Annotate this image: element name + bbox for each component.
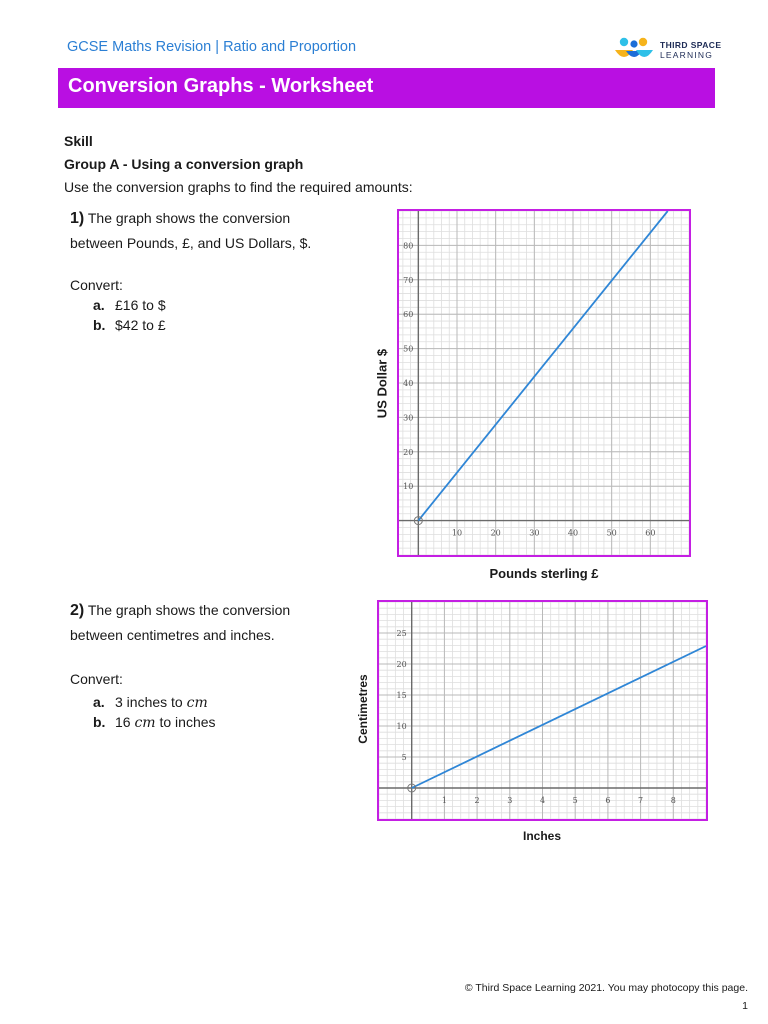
question-2-line2: between centimetres and inches. xyxy=(70,627,275,643)
x-tick-label: 50 xyxy=(606,528,617,538)
part-math: cm xyxy=(134,715,156,731)
page-title: Conversion Graphs - Worksheet xyxy=(68,75,374,97)
x-tick-label: 1 xyxy=(441,796,447,805)
part-letter: b. xyxy=(93,317,106,333)
y-tick-label: 70 xyxy=(403,275,414,285)
logo-line2: LEARNING xyxy=(660,50,714,60)
part-text: £16 to $ xyxy=(115,297,166,313)
part-letter: a. xyxy=(93,297,105,313)
x-tick-label: 4 xyxy=(539,796,546,805)
chart-inches-centimetres xyxy=(379,602,706,819)
graph-pounds-dollars xyxy=(397,209,691,557)
y-tick-label: 30 xyxy=(403,413,414,423)
chart-2-xlabel: Inches xyxy=(522,829,561,843)
chart-2-ylabel: Centimetres xyxy=(356,674,370,744)
part-letter: b. xyxy=(93,714,106,730)
x-tick-label: 30 xyxy=(529,528,540,538)
part-letter: a. xyxy=(93,694,105,710)
third-space-learning-logo xyxy=(612,36,732,64)
y-tick-label: 15 xyxy=(396,691,407,700)
x-tick-label: 8 xyxy=(670,796,676,805)
y-tick-label: 25 xyxy=(396,629,407,638)
y-tick-label: 20 xyxy=(403,447,414,457)
question-1-part-b xyxy=(93,317,166,333)
chart-pounds-dollars xyxy=(399,211,689,555)
x-tick-label: 6 xyxy=(605,796,611,805)
question-2-text xyxy=(70,598,290,647)
part-pre: 3 inches to xyxy=(115,694,187,710)
part-math: cm xyxy=(186,695,208,711)
x-tick-label: 2 xyxy=(474,796,480,805)
x-tick-label: 7 xyxy=(638,796,644,805)
question-2-line1: The graph shows the conversion xyxy=(87,602,291,618)
question-1-part-a xyxy=(93,297,166,313)
chart-1-ylabel: US Dollar $ xyxy=(374,348,390,419)
group-label: Group A - Using a conversion graph xyxy=(64,156,304,172)
part-pre: 16 xyxy=(115,714,135,730)
y-tick-label: 10 xyxy=(403,482,414,492)
skill-label: Skill xyxy=(64,133,93,149)
question-2-part-a xyxy=(93,694,208,711)
y-tick-label: 20 xyxy=(396,660,407,669)
logo-mark-icon xyxy=(612,36,656,64)
question-2-part-b xyxy=(93,714,216,731)
x-tick-label: 5 xyxy=(572,796,578,805)
x-tick-label: 3 xyxy=(507,796,513,805)
title-banner xyxy=(58,68,715,108)
y-tick-label: 60 xyxy=(403,310,414,320)
question-1-line2: between Pounds, £, and US Dollars, $. xyxy=(70,235,312,251)
question-2-number: 2) xyxy=(70,602,85,619)
question-2-convert-label: Convert: xyxy=(70,671,123,687)
instructions: Use the conversion graphs to find the required amounts: xyxy=(64,179,413,195)
y-tick-label: 50 xyxy=(403,344,414,354)
x-tick-label: 60 xyxy=(645,528,656,538)
x-tick-label: 40 xyxy=(567,528,579,538)
logo-text xyxy=(660,40,721,60)
y-tick-label: 10 xyxy=(396,722,407,731)
question-1-number: 1) xyxy=(70,210,85,227)
x-tick-label: 20 xyxy=(490,528,501,538)
question-1-convert-label: Convert: xyxy=(70,277,123,293)
y-tick-label: 40 xyxy=(403,379,414,388)
part-text: $42 to £ xyxy=(115,317,166,333)
y-tick-label: 5 xyxy=(401,753,407,762)
header-subtitle: GCSE Maths Revision | Ratio and Proportion xyxy=(67,39,357,55)
y-tick-label: 80 xyxy=(403,241,414,251)
question-1-text xyxy=(70,206,311,255)
chart-1-xlabel: Pounds sterling £ xyxy=(489,566,599,581)
footer-copyright: © Third Space Learning 2021. You may photocopy this page. xyxy=(464,982,748,994)
series-line xyxy=(418,211,667,521)
question-1-line1: The graph shows the conversion xyxy=(87,210,291,226)
page-number: 1 xyxy=(742,1000,748,1012)
logo-line1: THIRD SPACE xyxy=(660,40,722,50)
graph-inches-centimetres xyxy=(377,600,708,821)
part-post: to inches xyxy=(155,714,216,730)
x-tick-label: 10 xyxy=(451,528,463,538)
